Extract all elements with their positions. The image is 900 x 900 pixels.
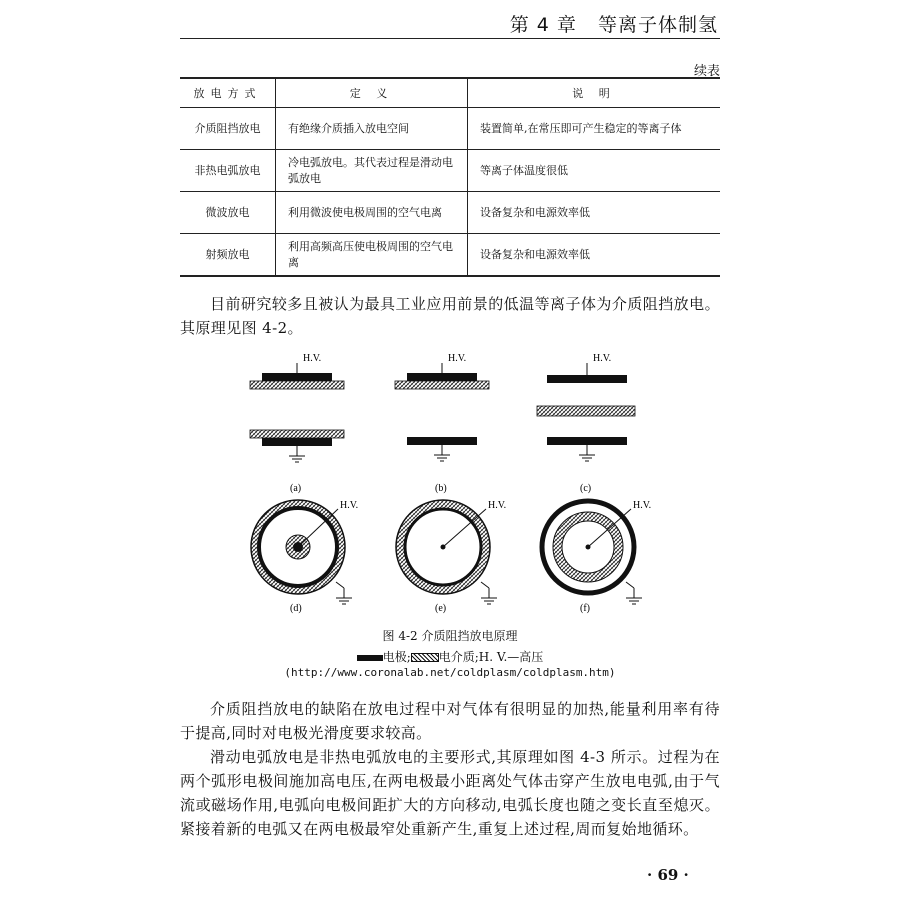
body-paragraph: 滑动电弧放电是非热电弧放电的主要形式,其原理如图 4-3 所示。过程为在两个弧形电极间施加高电压,在两电极最小距离处气体击穿产生放电电弧,由于气流或磁场作用,电弧向电极间距扩大的方向移动,电弧长度也随之变长直至熄灭。紧接着新的电弧又在两电极最窄处重新产生,重复上述过程,周而复始地循环。: [180, 748, 720, 838]
dielectric-swatch: [411, 653, 439, 662]
hv-label: H.V.: [593, 353, 612, 364]
table-cell-definition: 利用微波使电极周围的空气电离: [276, 192, 468, 234]
hv-label: H.V.: [488, 500, 507, 511]
table-cell-definition: 冷电弧放电。其代表过程是滑动电弧放电: [276, 150, 468, 192]
hv-label: H.V.: [303, 353, 322, 364]
hv-label: H.V.: [448, 353, 467, 364]
table-cell-note: 装置简单,在常压即可产生稳定的等离子体: [468, 108, 721, 150]
hv-label: H.V.: [633, 500, 652, 511]
table-row: [180, 234, 720, 277]
panel-label: (e): [435, 603, 447, 614]
figure-source: (http://www.coronalab.net/coldplasm/coldplasm.htm): [284, 666, 616, 679]
panel-label: (c): [580, 483, 592, 494]
table-row: [180, 192, 720, 234]
chapter-number: 第 4 章: [509, 14, 577, 36]
table-header-cell: 放电方式: [180, 78, 276, 108]
panel-b-planar-one-dielectric: [395, 353, 489, 494]
running-header: [510, 10, 718, 37]
panel-label: (f): [580, 603, 590, 614]
electrode-swatch: [357, 655, 383, 661]
panel-e-coaxial-outer-dielectric: [396, 500, 506, 614]
table-cell-method: 微波放电: [180, 192, 276, 234]
table-cell-note: 设备复杂和电源效率低: [468, 234, 721, 277]
legend-dielectric-label: 电介质;H. V.—高压: [438, 650, 544, 664]
panel-label: (d): [290, 603, 302, 614]
table-cell-method: 非热电弧放电: [180, 150, 276, 192]
body-paragraph: 介质阻挡放电的缺陷在放电过程中对气体有很明显的加热,能量利用率有待于提高,同时对电极光滑度要求较高。: [180, 700, 720, 742]
table-row: [180, 108, 720, 150]
panel-f-coaxial-floating-dielectric: [542, 500, 651, 614]
table-cell-note: 等离子体温度很低: [468, 150, 721, 192]
legend-electrode-label: 电极;: [382, 650, 411, 664]
panel-c-planar-floating-dielectric: [537, 353, 635, 494]
table-cell-definition: 利用高频高压使电极周围的空气电离: [276, 234, 468, 277]
figure-legend: [180, 648, 720, 665]
table-cell-method: 介质阻挡放电: [180, 108, 276, 150]
panel-d-coaxial-inner-dielectric: [251, 500, 358, 614]
dbd-principle-figure: [240, 348, 660, 618]
body-paragraph: 目前研究较多且被认为最具工业应用前景的低温等离子体为介质阻挡放电。其原理见图 4-2。: [180, 295, 720, 337]
table-cell-method: 射频放电: [180, 234, 276, 277]
table-cell-note: 设备复杂和电源效率低: [468, 192, 721, 234]
table-header-cell: 定 义: [276, 78, 468, 108]
header-rule: [180, 38, 720, 39]
table-cell-definition: 有绝缘介质插入放电空间: [276, 108, 468, 150]
hv-label: H.V.: [340, 500, 359, 511]
table-header-row: [180, 78, 720, 108]
panel-label: (b): [435, 483, 447, 494]
table-header-cell: 说 明: [468, 78, 721, 108]
discharge-table: [180, 77, 720, 277]
page-number: · 69 ·: [647, 866, 689, 884]
figure-caption: 图 4-2 介质阻挡放电原理: [382, 629, 518, 643]
chapter-title: 等离子体制氢: [597, 14, 718, 36]
table-continued-label: 续表: [693, 64, 720, 79]
panel-label: (a): [290, 483, 302, 494]
table-row: [180, 150, 720, 192]
panel-a-planar-two-dielectric: [250, 353, 344, 494]
